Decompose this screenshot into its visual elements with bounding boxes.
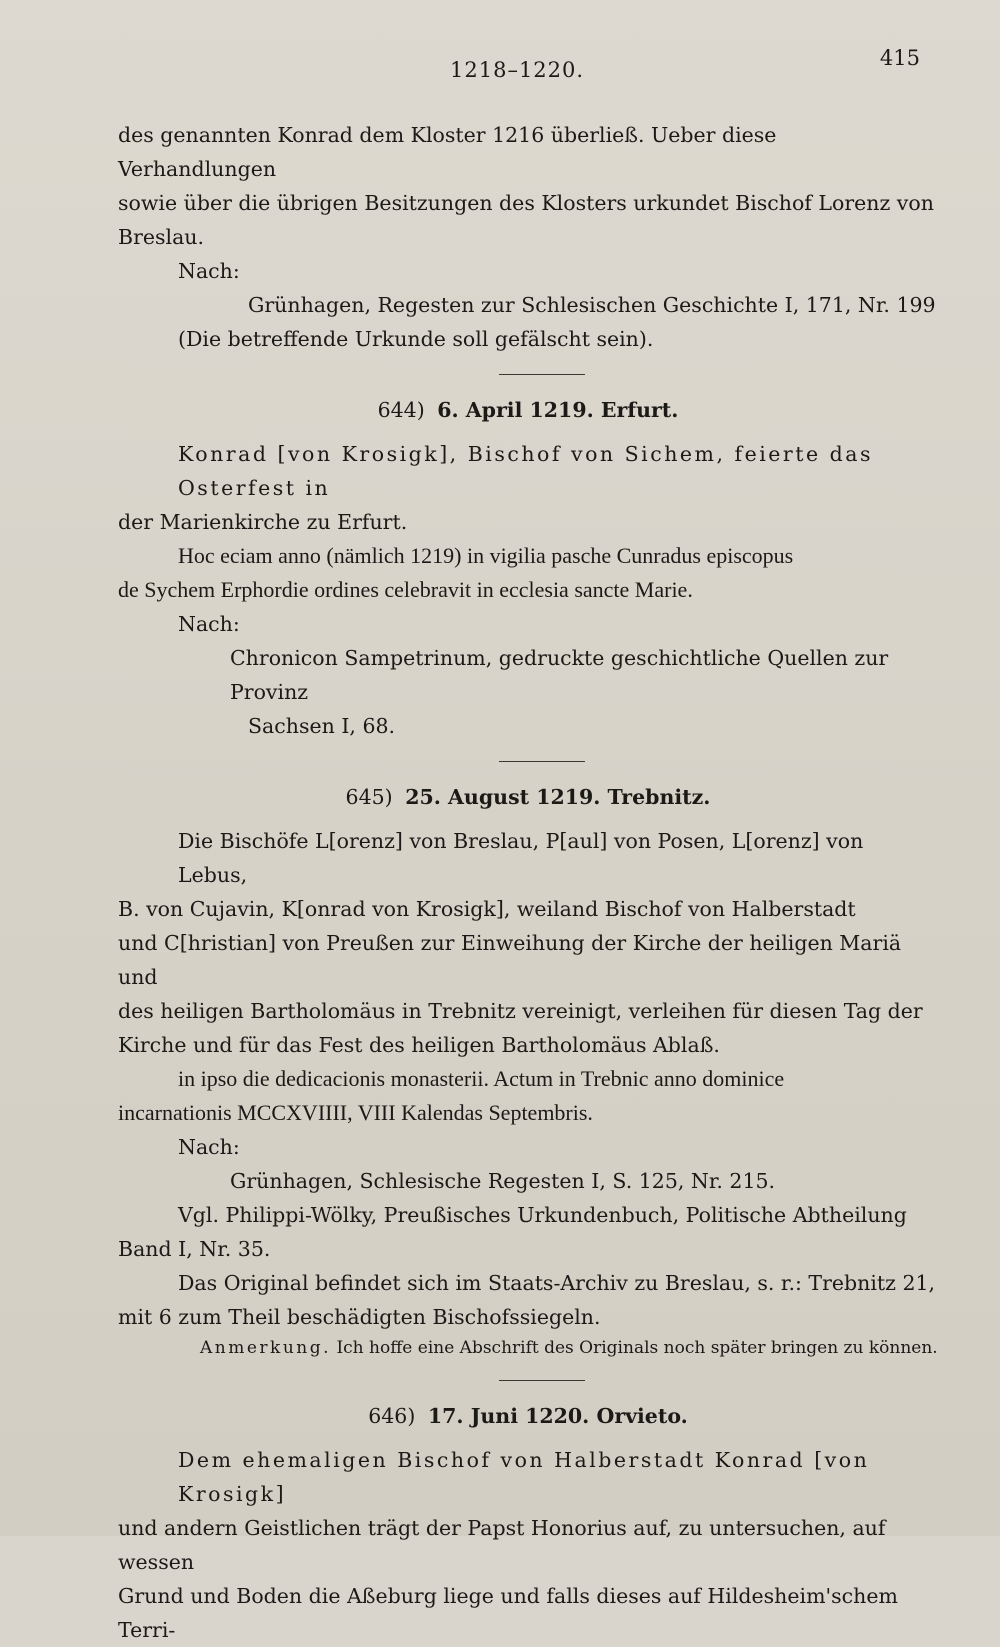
entry-644 xyxy=(118,393,938,743)
entry-number: 645) xyxy=(345,785,393,809)
latin-quote-line: incarnationis MCCXVIIII, VIII Kalendas Septembris. xyxy=(118,1100,593,1125)
latin-quote-line: in ipso die dedicacionis monasterii. Actum in Trebnic anno dominice xyxy=(178,1066,785,1091)
text-line: und andern Geistlichen trägt der Papst Honorius auf, zu untersuchen, auf wessen xyxy=(118,1516,886,1574)
text-line: Grund und Boden die Aßeburg liege und falls dieses auf Hildesheim'schem Terri- xyxy=(118,1584,898,1642)
text-line: des genannten Konrad dem Kloster 1216 überließ. Ueber diese Verhandlungen xyxy=(118,123,777,181)
remark xyxy=(118,1334,938,1362)
entry-646 xyxy=(118,1399,938,1647)
source-line: (Die betreffende Urkunde soll gefälscht sein). xyxy=(178,327,654,351)
section-divider xyxy=(499,374,585,375)
entry-number: 646) xyxy=(368,1404,416,1428)
entry-645 xyxy=(118,780,938,1362)
entry-date-place: 17. Juni 1220. Orvieto. xyxy=(427,1404,688,1428)
section-divider xyxy=(499,761,585,762)
entry-heading xyxy=(118,393,938,427)
source-line: Sachsen I, 68. xyxy=(248,714,396,738)
text-line: und C[hristian] von Preußen zur Einweihung der Kirche der heiligen Mariä und xyxy=(118,931,902,989)
text-line: Konrad [von Krosigk], Bischof von Sichem, feierte das Osterfest in xyxy=(178,442,873,500)
text-line: B. von Cujavin, K[onrad von Krosigk], weiland Bischof von Halberstadt xyxy=(118,897,856,921)
section-divider xyxy=(499,1380,585,1381)
latin-quote-line: de Sychem Erphordie ordines celebravit in ecclesia sancte Marie. xyxy=(118,577,693,602)
comparison-line: Band I, Nr. 35. xyxy=(118,1237,271,1261)
text-line: des heiligen Bartholomäus in Trebnitz vereinigt, verleihen für diesen Tag der xyxy=(118,999,923,1023)
text-line: Dem ehemaligen Bischof von Halberstadt Konrad [von Krosigk] xyxy=(178,1448,870,1506)
nach-label: Nach: xyxy=(178,259,240,283)
text-line: Kirche und für das Fest des heiligen Bartholomäus Ablaß. xyxy=(118,1033,720,1057)
page-header xyxy=(120,46,920,86)
source-line: Grünhagen, Regesten zur Schlesischen Geschichte I, 171, Nr. 199 xyxy=(248,293,936,317)
running-head: 1218–1220. xyxy=(450,58,585,82)
entry-heading xyxy=(118,1399,938,1433)
page-number: 415 xyxy=(879,46,920,70)
source-line: Chronicon Sampetrinum, gedruckte geschichtliche Quellen zur Provinz xyxy=(230,646,889,704)
remark-text: Ich hoffe eine Abschrift des Originals noch später bringen zu können. xyxy=(336,1338,938,1358)
entry-heading xyxy=(118,780,938,814)
nach-label: Nach: xyxy=(178,612,240,636)
entry-date-place: 6. April 1219. Erfurt. xyxy=(437,398,679,422)
remark-label: Anmerkung. xyxy=(200,1338,332,1358)
intro-block xyxy=(118,118,938,356)
nach-label: Nach: xyxy=(178,1135,240,1159)
original-note-line: Das Original befindet sich im Staats-Archiv zu Breslau, s. r.: Trebnitz 21, xyxy=(178,1271,936,1295)
entry-number: 644) xyxy=(377,398,425,422)
entry-date-place: 25. August 1219. Trebnitz. xyxy=(405,785,711,809)
latin-quote-line: Hoc eciam anno (nämlich 1219) in vigilia pasche Cunradus episcopus xyxy=(178,543,794,568)
page-content xyxy=(118,118,938,1647)
text-line: sowie über die übrigen Besitzungen des Klosters urkundet Bischof Lorenz von Breslau. xyxy=(118,191,934,249)
source-line: Grünhagen, Schlesische Regesten I, S. 125, Nr. 215. xyxy=(230,1169,776,1193)
text-line: der Marienkirche zu Erfurt. xyxy=(118,510,408,534)
comparison-line: Vgl. Philippi-Wölky, Preußisches Urkundenbuch, Politische Abtheilung xyxy=(178,1203,907,1227)
original-note-line: mit 6 zum Theil beschädigten Bischofssiegeln. xyxy=(118,1305,601,1329)
text-line: Die Bischöfe L[orenz] von Breslau, P[aul] von Posen, L[orenz] von Lebus, xyxy=(178,829,864,887)
